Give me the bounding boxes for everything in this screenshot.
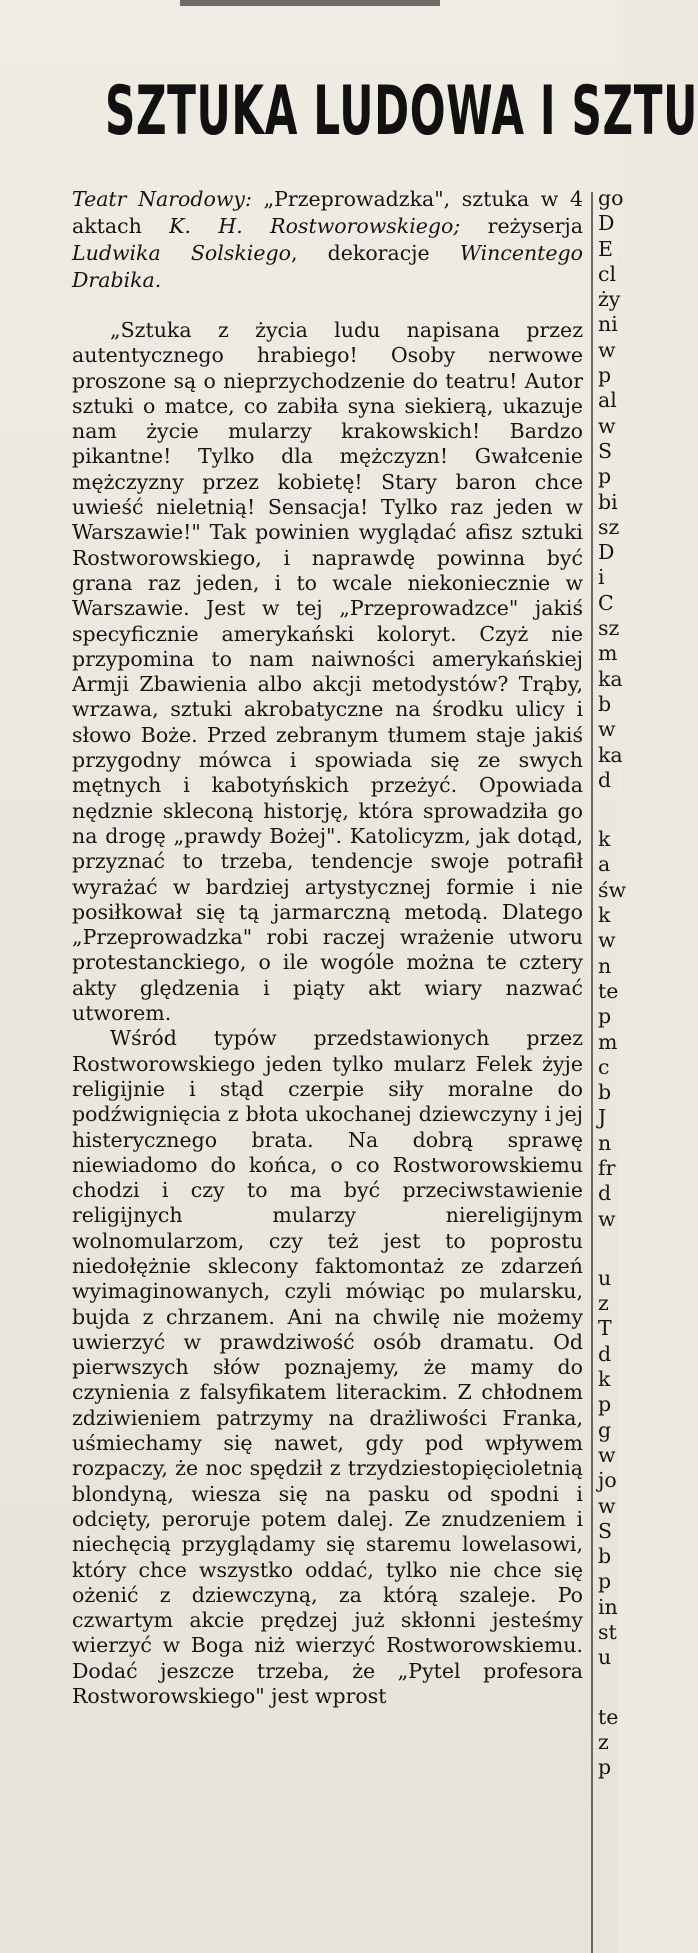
fragment-gap [598,793,618,827]
fragment-line: st [598,1620,617,1645]
fragment-line: św [598,877,627,902]
fragment-line: d [598,767,612,792]
fragment-line: te [598,978,619,1003]
fragment-line: fr [598,1155,616,1180]
lead-director-intro: reżyserja [460,214,584,238]
fragment-line: C [598,590,614,615]
fragment-line: p [598,1004,612,1029]
fragment-line: k [598,903,611,928]
paragraph-1: „Sztuka z życia ludu napisana przez autentycznego hrabiego! Osoby nerwowe proszone są o nieprzychodzenie do teatru! Autor sztuki o matce, co zabiła syna siekierą, ukazuje nam życie mularzy krakowskich! Bardzo pikantne! Tylko dla mężczyzn! Gwałcenie mężczyzny przez kobietę! Stary baron chce uwieść nieletnią! Sensacja! Tylko raz jeden w Warszawie!" Tak powinien wyglądać afisz sztuki Rostworowskiego, i naprawdę powinna być grana raz jeden, i to wcale niekoniecznie w Warszawie. Jest w tej „Przeprowadzce" jakiś specyficznie amerykański koloryt. Czyż nie przypomina to nam naiwności amerykańskiej Armji Zbawienia albo akcji metodystów? Trąby, wrzawa, sztuki akrobatyczne na środku ulicy i słowo Boże. Przed zebranym tłumem staje jakiś przygodny mówca i spowiada się ze swych mętnych i kabotyńskich przeżyć. Opowiada nędznie skleconą historję, która sprowadziła go na drogę „prawdy Bożej". Katolicyzm, jak dotąd, przyznać to trzeba, tendencje swoje potrafił wyrażać w bardziej artystycznej formie i nie posiłkował się tą jarmarczną metodą. Dlatego „Przeprowadzka" robi raczej wrażenie utworu protestanckiego, o ile wogóle można te cztery akty ględzenia i piąty akt wiary nazwać utworem. [72,318,583,1026]
lead-director: Ludwika Solskiego [72,241,291,265]
fragment-line: ka [598,666,623,691]
top-rule [180,0,440,6]
fragment-line: p [598,464,612,489]
column-rule [591,192,593,1953]
fragment-line: w [598,337,616,362]
fragment-line: S [598,1518,613,1543]
fragment-line: T [598,1316,612,1341]
fragment-line: cl [598,261,617,286]
lead-sets-intro: , dekoracje [290,241,460,265]
fragment-line: ka [598,742,623,767]
lead-author: K. H. Rostworowskiego; [169,214,461,238]
fragment-line: n [598,953,612,978]
fragment-line: u [598,1645,612,1670]
fragment-line: z [598,1729,609,1754]
fragment-line: k [598,827,611,852]
fragment-line: w [598,1206,616,1231]
fragment-line: d [598,1181,612,1206]
fragment-gap [598,1232,618,1266]
fragment-line: g [598,1417,612,1442]
fragment-line: S [598,438,613,463]
fragment-line: ży [598,287,621,312]
lead-play-title: „Przeprowadzka", sztuka w 4 aktach [72,187,583,238]
fragment-line: sz [598,514,620,539]
fragment-line: al [598,388,617,413]
fragment-line: D [598,540,615,565]
fragment-line: jo [598,1468,617,1493]
fragment-line: z [598,1291,609,1316]
fragment-line: D [598,211,615,236]
fragment-line: E [598,236,613,261]
fragment-line: p [598,363,612,388]
fragment-line: p [598,1569,612,1594]
fragment-line: p [598,1755,612,1780]
fragment-line: w [598,928,616,953]
fragment-line: n [598,1130,612,1155]
fragment-line: w [598,1493,616,1518]
fragment-line: c [598,1054,610,1079]
paragraph-2: Wśród typów przedstawionych przez Rostworowskiego jeden tylko mularz Felek żyje religijnie i stąd czerpie siły moralne do podźwignięcia z błota ukochanej dziewczyny i jej histerycznego brata. Na dobrą sprawę niewiadomo do końca, o co Rostworowskiemu chodzi i czy to ma być przeciwstawienie religijnych mularzy niereligijnym wolnomularzom, czy też jest to poprostu niedołężnie sklecony faktomontaż ze zdarzeń wyimaginowanych, czyli mówiąc po mularsku, bujda z chrzanem. Ani na chwilę nie możemy uwierzyć w prawdziwość osób dramatu. Od pierwszych słów poznajemy, że mamy do czynienia z falsyfikatem literackim. Z chłodnem zdziwieniem patrzymy na drażliwości Franka, uśmiechamy się nawet, gdy pod wpływem rozpaczy, że noc spędził z trzydziestopięcioletnią blondyną, wiesza się na pasku od spodni i odcięty, peroruje potem dalej. Ze znudzeniem i niechęcią przyglądamy się staremu lowelasowi, który chce wszystko oddać, tylko nie chce się ożenić z dziewczyną, za którą szaleje. Po czwartym akcie prędzej już skłonni jesteśmy wierzyć w Boga niż wierzyć Rostworowskiemu. Dodać jeszcze trzeba, że „Pytel profesora Rostworowskiego" jest wprost [72,1026,583,1709]
fragment-line: a [598,852,611,877]
fragment-line: p [598,1392,612,1417]
fragment-line: sz [598,616,620,641]
fragment-line: m [598,1029,618,1054]
lead-theatre: Teatr Narodowy: [72,187,252,211]
fragment-line: bi [598,489,618,514]
fragment-gap [598,1671,618,1705]
lead-set-designer: Wincentego Drabika. [72,241,583,292]
fragment-line: w [598,717,616,742]
main-column [72,186,583,1709]
fragment-line: in [598,1594,618,1619]
fragment-line: d [598,1341,612,1366]
fragment-line: go [598,186,624,210]
adjacent-column-fragments [598,186,627,1953]
fragment-line: b [598,1544,612,1569]
fragment-line: b [598,691,612,716]
fragment-line: te [598,1704,619,1729]
fragment-line: w [598,1442,616,1467]
fragment-line: i [598,565,605,590]
fragment-line: k [598,1367,611,1392]
fragment-line: u [598,1265,612,1290]
article-lead [72,186,583,294]
fragment-line: ni [598,312,618,337]
fragment-line: J [598,1105,607,1130]
article-headline: SZTUKA LUDOWA I SZTU [105,72,698,151]
fragment-line: m [598,641,618,666]
fragment-line: b [598,1080,612,1105]
fragment-line: w [598,413,616,438]
